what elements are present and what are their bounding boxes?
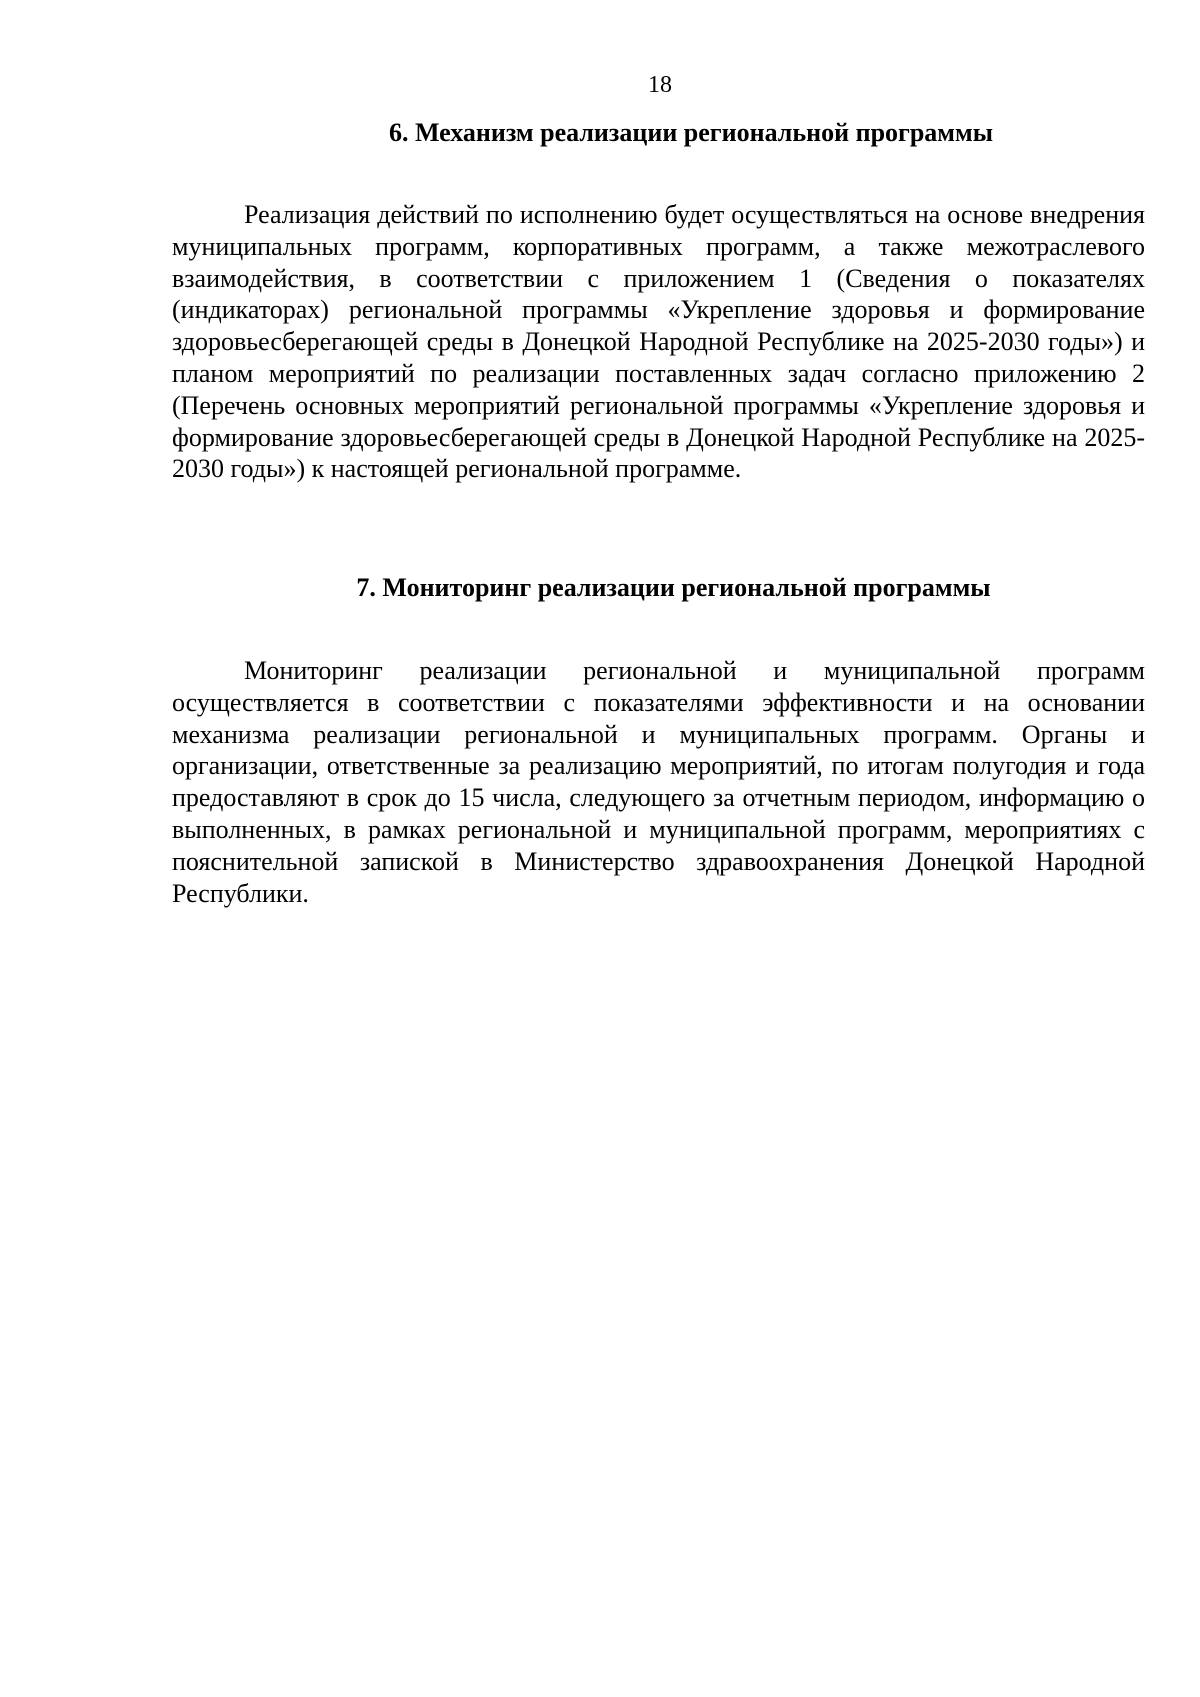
section-heading: 6. Механизм реализации региональной программы — [388, 118, 994, 147]
section-heading: 7. Мониторинг реализации региональной программы — [356, 573, 991, 602]
section-paragraph: Мониторинг реализации региональной и муниципальной программ осуществляется в соответствии с показателями эффективности и на основании механизма реализации региональной и муниципальных программ. Органы и организации, ответственные за реализацию мероприятий, по итогам полугодия и года предоставляют в срок до 15 числа, следующего за отчетным периодом, информацию о выполненных, в рамках региональной и муниципальной программ, мероприятиях с пояснительной запиской в Министерство здравоохранения Донецкой Народной Республики. — [172, 656, 1145, 908]
section-implementation-mechanism — [172, 117, 1145, 485]
section-paragraph: Реализация действий по исполнению будет осуществляться на основе внедрения муниципальных программ, корпоративных программ, а также межотраслевого взаимодействия, в соответствии с приложением 1 (Сведения о показателях (индикаторах) региональной программы «Укрепление здоровья и формирование здоровьесберегающей среды в Донецкой Народной Республике на 2025-2030 годы») и планом мероприятий по реализации поставленных задач согласно приложению 2 (Перечень основных мероприятий региональной программы «Укрепление здоровья и формирование здоровьесберегающей среды в Донецкой Народной Республике на 2025-2030 годы») к настоящей региональной программе. — [172, 200, 1145, 484]
section-monitoring — [172, 572, 1145, 909]
page-number: 18 — [648, 72, 672, 98]
